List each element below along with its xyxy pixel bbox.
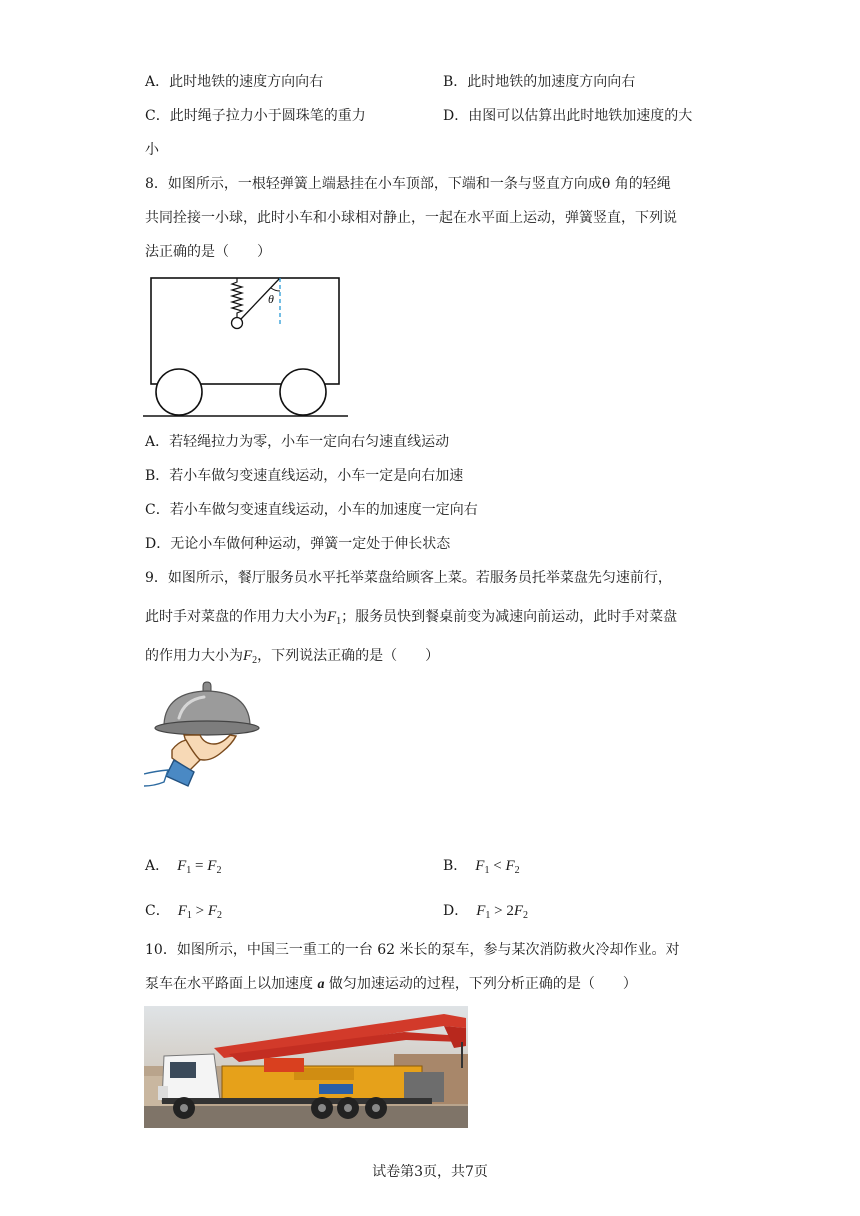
q8-option-b: B．若小车做匀变速直线运动，小车一定是向右加速: [145, 468, 464, 484]
q9-option-d: D． $F_1 > 2F_2$: [443, 903, 529, 921]
q8-option-c: C．若小车做匀变速直线运动，小车的加速度一定向右: [145, 502, 478, 518]
q8-stem-line3: 法正确的是（ ）: [145, 244, 271, 260]
q8-option-d: D．无论小车做何种运动，弹簧一定处于伸长状态: [145, 536, 451, 552]
q8-stem-line1: 8．如图所示，一根轻弹簧上端悬挂在小车顶部，下端和一条与竖直方向成θ 角的轻绳: [145, 176, 671, 192]
q9-stem-line3: 的作用力大小为$F_2$，下列说法正确的是（ ）: [145, 648, 440, 666]
q7-option-b: B．此时地铁的加速度方向向右: [443, 74, 636, 90]
q7-option-d-continued: 小: [145, 142, 159, 158]
q7-option-a: A．此时地铁的速度方向向右: [145, 74, 324, 90]
q9-stem-line1: 9．如图所示，餐厅服务员水平托举菜盘给顾客上菜。若服务员托举菜盘先匀速前行，: [145, 570, 672, 586]
q8-option-a: A．若轻绳拉力为零，小车一定向右匀速直线运动: [145, 434, 450, 450]
q7-option-c: C．此时绳子拉力小于圆珠笔的重力: [145, 108, 366, 124]
q10-stem-line2: 泵车在水平路面上以加速度 a 做匀加速运动的过程，下列分析正确的是（ ）: [145, 976, 637, 992]
q10-pump-truck-photo: [144, 1006, 468, 1128]
q10-stem-line1: 10．如图所示，中国三一重工的一台 62 米长的泵车，参与某次消防救火冷却作业。对: [145, 942, 680, 958]
q8-cart-figure: [140, 272, 355, 422]
q9-option-c: C． $F_1 > F_2$: [145, 903, 223, 921]
q9-stem-line2: 此时手对菜盘的作用力大小为$F_1$；服务员快到餐桌前变为减速向前运动，此时手对菜盘: [145, 609, 678, 627]
q7-option-d: D．由图可以估算出此时地铁加速度的大: [443, 108, 693, 124]
q9-waiter-tray-figure: [144, 678, 269, 800]
q8-stem-line2: 共同拴接一小球，此时小车和小球相对静止，一起在水平面上运动，弹簧竖直，下列说: [145, 210, 677, 226]
q8-theta-label: θ: [268, 292, 274, 306]
page-footer: 试卷第3页，共7页: [372, 1164, 488, 1180]
q9-option-b: B． $F_1 < F_2$: [443, 858, 520, 876]
q9-option-a: A． $F_1 = F_2$: [145, 858, 222, 876]
